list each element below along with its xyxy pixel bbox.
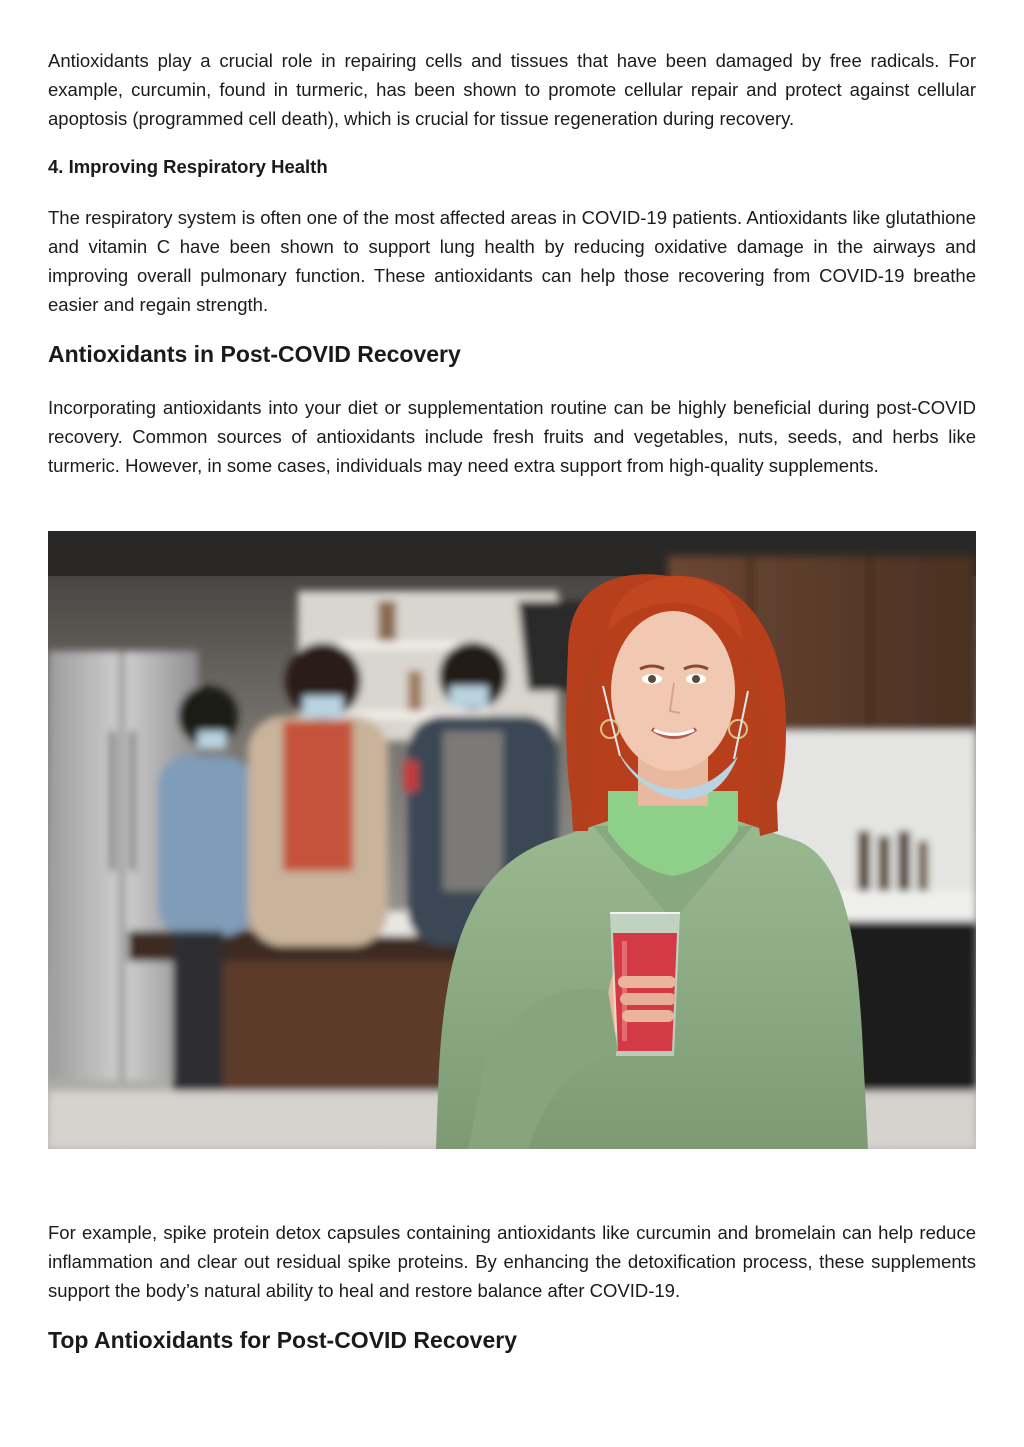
paragraph-incorporating: Incorporating antioxidants into your diet or supplementation routine can be highly beneficial during post-COVID recovery. Common sources of antioxidants include fresh fruits and vegetables, nuts, seeds, and herbs like turmeric. However, in some cases, individuals may need extra support from high-quality supplements. [48,397,976,476]
paragraph-spike-detox: For example, spike protein detox capsules containing antioxidants like curcumin and bromelain can help reduce inflammation and clear out residual spike proteins. By enhancing the detoxification process, these supplements support the body’s natural ability to heal and restore balance after COVID-19. [48,1222,976,1301]
heading-top-antioxidants: Top Antioxidants for Post-COVID Recovery [48,1327,517,1353]
paragraph-respiratory: The respiratory system is often one of the most affected areas in COVID-19 patients. Antioxidants like glutathione and vitamin C have been shown to support lung health by reducing oxidative damage in the airways and improving overall pulmonary function. These antioxidants can help those recovering from COVID-19 breathe easier and regain strength. [48,207,976,315]
heading-post-covid-recovery: Antioxidants in Post-COVID Recovery [48,341,461,367]
kitchen-photo [48,531,976,1149]
paragraph-cell-repair: Antioxidants play a crucial role in repairing cells and tissues that have been damaged by free radicals. For example, curcumin, found in turmeric, has been shown to promote cellular repair and protect against cellular apoptosis (programmed cell death), which is crucial for tissue regeneration during recovery. [48,50,976,129]
heading-respiratory-health: 4. Improving Respiratory Health [48,156,328,177]
